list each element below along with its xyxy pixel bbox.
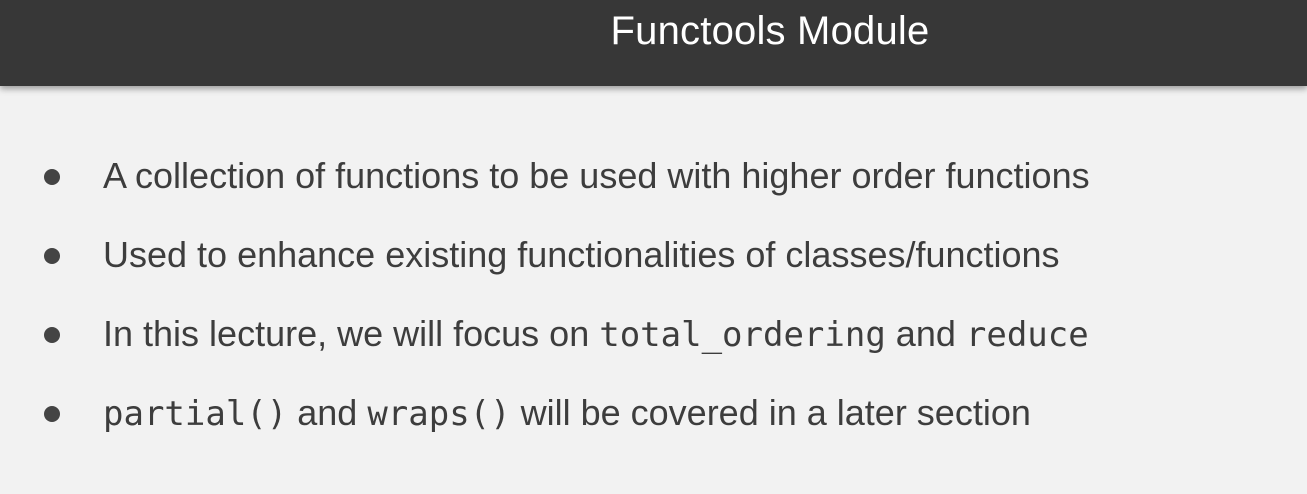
bullet-item bbox=[0, 383, 1307, 443]
bullet-text-suffix: will be covered in a later section bbox=[510, 392, 1031, 433]
title-bar bbox=[0, 0, 1307, 86]
slide-content bbox=[0, 86, 1307, 494]
bullet-dot-icon bbox=[44, 169, 60, 185]
bullet-text bbox=[103, 383, 1031, 443]
bullet-dot-icon bbox=[44, 327, 60, 343]
bullet-item bbox=[0, 304, 1307, 364]
slide-title: Functools Module bbox=[610, 9, 930, 53]
bullet-text-middle: and bbox=[885, 313, 966, 354]
bullet-dot-icon bbox=[44, 406, 60, 422]
code-reduce: reduce bbox=[965, 315, 1089, 355]
bullet-text: Used to enhance existing functionalities of classes/functions bbox=[103, 234, 1060, 275]
bullet-text-prefix: In this lecture, we will focus on bbox=[103, 313, 600, 354]
bullet-text bbox=[103, 304, 1089, 364]
bullet-text: A collection of functions to be used with higher order functions bbox=[103, 155, 1090, 196]
bullet-item bbox=[0, 225, 1307, 285]
bullet-dot-icon bbox=[44, 248, 60, 264]
bullet-text-middle: and bbox=[287, 392, 368, 433]
code-wraps: wraps() bbox=[367, 394, 511, 434]
code-total-ordering: total_ordering bbox=[599, 315, 886, 355]
code-partial: partial() bbox=[103, 394, 288, 434]
bullet-item bbox=[0, 146, 1307, 206]
